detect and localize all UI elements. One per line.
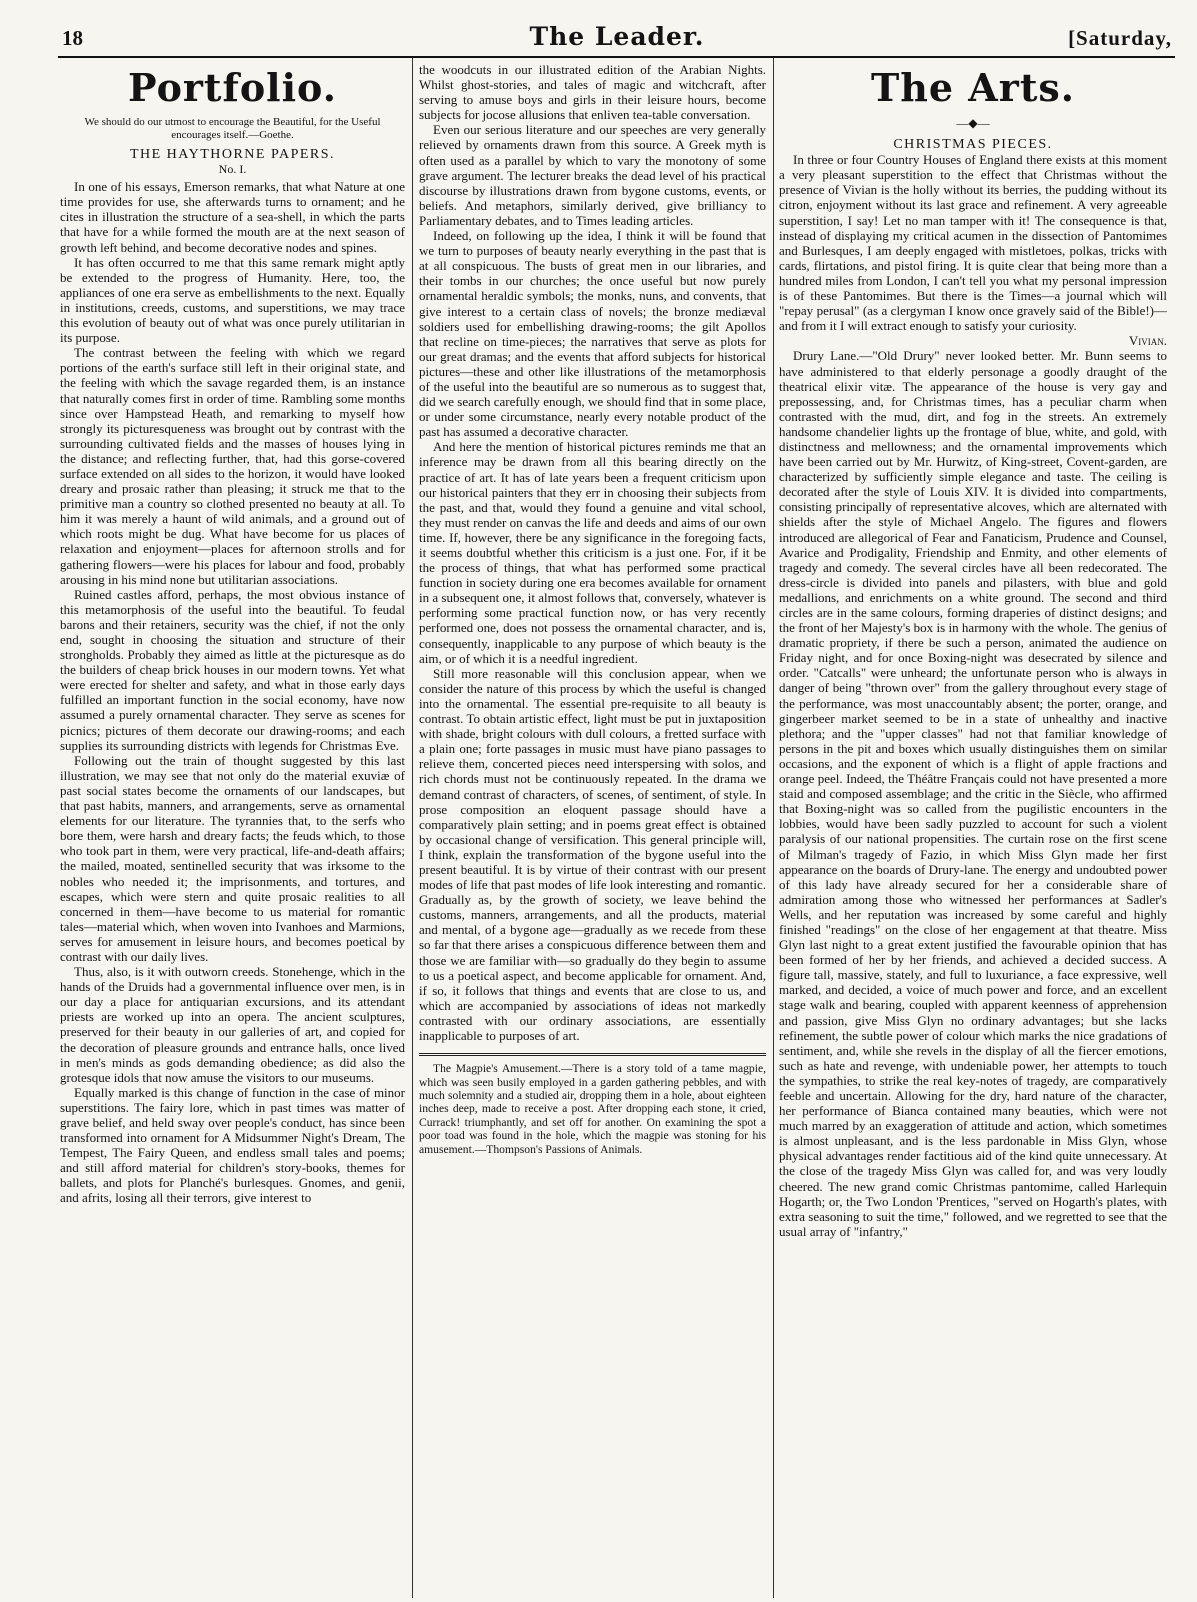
paragraph: In one of his essays, Emerson remarks, that what Nature at one time provides for use, she afterwards turns to ornament; and he cites in illustration the structure of a sea-shell, in which the parts that have for a while formed the mouth are at the next season of growth left behind, and become decorative nodes and spines. (60, 179, 405, 255)
page-header (62, 22, 1172, 52)
column-divider (773, 58, 774, 1598)
portfolio-heading: Portfolio. (128, 65, 337, 110)
paragraph: Following out the train of thought suggested by this last illustration, we may see that not only do the material exuviæ of past social states become the ornaments of our landscapes, but that past habits, manners, and arrangements, serve as ornamental elements for our literature. The tyrannies that, to the serfs who bore them, were harsh and dreary facts; the feuds which, to those who took part in them, were very practical, life-and-death affairs; the mailed, moated, sentinelled security that was irksome to the nobles who needed it; the imprisonments, and tortures, and escapes, which were stern and quite prosaic realities to all concerned in them—have become to us material for romantic tales—material which, when woven into Ivanhoes and Marmions, serves for amusement in leisure hours, and becomes poetical by contrast with our daily lives. (60, 752, 405, 964)
column-right (779, 62, 1167, 1597)
paragraph: Indeed, on following up the idea, I think it will be found that we turn to purposes of beauty nearly everything in the past that is at all conspicuous. The busts of great men in our libraries, and their tombs in our churches; the once useful but now purely ornamental heraldic symbols; the monks, nuns, and convents, that give interest to a certain class of novels; the bronze mediæval soldiers used for embellishing drawing-rooms; the gilt Apollos that recline on time-pieces; the narratives that serve as plots for our great dramas; and the events that afford subjects for historical pictures—these and other like illustrations of the metamorphosis of the useful into the beautiful are so numerous as to suggest that, did we search carefully enough, we should find that in some place, or under some circumstance, nearly every notable product of the past has assumed a decorative character. (419, 228, 766, 440)
section-rule (419, 1053, 766, 1056)
paragraph: In three or four Country Houses of England there exists at this moment a very pleasant superstition to the effect that Christmas without the presence of Vivian is the holly without its berries, the pudding without its citron, enjoyment without its last grace and refinement. A very agreeable superstition, I say! Let no man tamper with it! The consequence is that, instead of displaying my critical acumen in the dissection of Pantomimes and Burlesques, I am deeply engaged with mistletoes, polkas, tricks with cards, flirtations, and pistol firing. It is quite clear that being more than a hundred miles from London, I can't tell you what my personal impression is of these Pantomimes. But there is the Times—a journal which will "repay perusal" (as a clergyman I know once gravely said of the Bible!)—and from it I will extract enough to satisfy your curiosity. (779, 152, 1167, 334)
issue-day: [Saturday, (1068, 26, 1172, 50)
paragraph: the woodcuts in our illustrated edition of the Arabian Nights. Whilst ghost-stories, and tales of magic and witchcraft, after serving to amuse boys and girls in their leisure hours, become subjects for jocose allusions that enliven tea-table conversation. (419, 62, 766, 123)
article-title: CHRISTMAS PIECES. (893, 137, 1053, 153)
header-rule (58, 56, 1175, 58)
paragraph: The contrast between the feeling with which we regard portions of the earth's surface still left in their original state, and the feeling with which the savage regarded them, is an instance that naturally comes first in order of time. Rambling some months since over Hampstead Heath, and remarking to myself how strongly its picturesqueness was brought out by contrast with the surrounding cultivated fields and the masses of houses lying in the distance; and reflecting further, that, had this gorse-covered surface extended on all sides to the horizon, it would have looked dreary and prosaic rather than pleasing; it struck me that to the primitive man a country so clothed presented no beauty at all. To him it was merely a haunt of wild animals, and a ground out of which roots might be dug. What have become for us places of relaxation and enjoyment—places for afternoon strolls and for gathering flowers—were his places for labour and food, probably arousing in his mind none but utilitarian associations. (60, 345, 405, 587)
paragraph: It has often occurred to me that this same remark might aptly be extended to the progress of Humanity. Here, too, the appliances of one era serve as embellishments to the next. Equally in institutions, creeds, customs, and superstitions, we may trace this evolution of beauty out of what was once purely utilitarian in its purpose. (60, 254, 405, 346)
paragraph: Equally marked is this change of function in the case of minor superstitions. The fairy lore, which in past times was matter of grave belief, and held sway over people's conduct, has since been transformed into ornament for A Midsummer Night's Dream, The Tempest, The Fairy Queen, and endless small tales and poems; and still afford material for children's story-books, themes for ballets, and plots for Planché's burlesques. Gnomes, and genii, and afrits, losing all their terrors, give interest to (60, 1084, 405, 1206)
article-number: No. I. (218, 162, 247, 177)
paragraph: Drury Lane.—"Old Drury" never looked better. Mr. Bunn seems to have administered to that elderly personage a goodly draught of the theatrical elixir vitæ. The appearance of the house is very gay and prepossessing, and, for Christmas times, has a peculiar charm when contrasted with the mud, dirt, and fog in the streets. An extremely handsome chandelier lights up the frontage of blue, white, and gold, with distinctness and mellowness; and the ornamental improvements which have been carried out by Mr. Hurwitz, of King-street, Covent-garden, are characterized by sufficiently simple elegance and taste. The ceiling is decorated after the style of Louis XIV. It is divided into compartments, consisting principally of representative alcoves, which are alternated with shields after the style of Michael Angelo. The figures and flowers introduced are allegorical of Fear and Fanaticism, Prudence and Counsel, Avarice and Prodigality, Friendship and Enmity, and other elements of tragedy and comedy. The several circles have all been redecorated. The dress-circle is divided into panels and pilasters, with blue and gold medallions, and enrichments on a white ground. The second and third circles are in the same colours, forming draperies of distinct designs; and the front of her Majesty's box is in harmony with the whole. The genius of dramatic propriety, if there be such a person, animated the audience on Friday night, and for once Boxing-night was desecrated by silence and order. "Catcalls" were unheard; the unfortunate person who is always in danger of being "thrown over" from the gallery throughout every stage of the performance, was most unaccountably absent; the porter, orange, and gingerbeer market seemed to be in a state of unhealthy and inactive plethora; and the "upper classes" had not that familiar knowledge of persons in the pit and boxes which usually distinguishes them on similar occasions, and the exponent of which is a flight of apple fractions and orange peel. Indeed, the Théâtre Français could not have presented a more staid and composed assemblage; and the critic in the Siècle, who affirmed that Boxing-night was so called from the pugilistic encounters in the lobbies, would have been sadly puzzled to account for such a violent paralysis of our national propensities. The curtain rose on the first scene of Milman's tragedy of Fazio, in which Miss Glyn made her first appearance on the boards of Drury-lane. The energy and undoubted power of this lady have already secured for her a considerable share of admiration among those who witnessed her performances at Sadler's Wells, and her reputation was increased by some careful and highly finished "readings" on the close of her engagement at that theatre. Miss Glyn last night to a great extent justified the favourable opinion that has been formed of her by her friends, and achieved a decided success. A figure tall, massive, stately, and full to luxuriance, a face expressive, well marked, and decided, a voice of much power and force, and an excellent stage walk and bearing, coupled with apparent keenness of apprehension and passion, give Miss Glyn no ordinary advantages; but she lacks refinement, the subtle power of colour which marks the nice gradations of sentiment, and, while she revels in the display of all the fiercer emotions, such as hate and revenge, with undeniable power, her attempts to touch the sympathies, to strike the real key-notes of tragedy, are comparatively feeble and uncertain. Allowing for the dry, hard nature of the character, her performance of Bianca contained many beauties, which were not much marred by an exaggeration of attitude and action, which sometimes is almost unpleasant, and is the less pardonable in Miss Glyn, whose physical advantages render factitious aid of the kind quite unnecessary. At the close of the tragedy Miss Glyn was called for, and was very loudly cheered. The new grand comic Christmas pantomime, called Harlequin Hogarth; or, the Two London 'Prentices, "served on Hogarth's plates, with extra seasoning to suit the time," followed, and we regretted to see that the usual array of "infantry," (779, 348, 1167, 1239)
column-middle (419, 62, 766, 1597)
masthead: The Leader. (529, 22, 705, 51)
arts-heading: The Arts. (871, 65, 1075, 110)
column-divider (412, 58, 413, 1598)
magpie-note: The Magpie's Amusement.—There is a story told of a tame magpie, which was seen busily employed in a garden gathering pebbles, and with much solemnity and a studied air, dropping them in a hole, about eighteen inches deep, made to receive a post. After dropping each stone, it cried, Currack! triumphantly, and set off for another. On examining the spot a poor toad was found in the hole, which the magpie was stoning for his amusement.—Thompson's Passions of Animals. (419, 1062, 766, 1156)
paragraph: Still more reasonable will this conclusion appear, when we consider the nature of this process by which the useful is changed into the ornamental. The essential pre-requisite to all beauty is contrast. To obtain artistic effect, light must be put in juxtaposition with shade, bright colours with dull colours, a fretted surface with a plain one; forte passages in music must have piano passages to relieve them, concerted pieces need interspersing with solos, and rich chords must not be continuously repeated. In the drama we demand contrast of characters, of scenes, of sentiment, of style. In prose composition an eloquent passage should have a comparatively plain setting; and in poems great effect is obtained by occasional change of versification. This general principle will, I think, explain the transformation of the bygone useful into the present beautiful. It is by virtue of their contrast with our present modes of life that past modes of life look interesting and romantic. Gradually as, by the growth of society, we leave behind the customs, manners, arrangements, and all the products, material and mental, of a bygone age—gradually as we recede from these so far that there arises a conspicuous difference between them and those we are familiar with—so gradually do they begin to assume to us a poetical aspect, and become applicable for ornament. And, if so, it follows that things and events that are close to us, and which are accompanied by associations of ideas not markedly contrasted with our ordinary associations, are essentially inapplicable to purposes of art. (419, 665, 766, 1043)
column-left (60, 62, 405, 1597)
ornament-divider: —◆— (956, 116, 990, 130)
paragraph: Even our serious literature and our speeches are very generally relieved by ornaments drawn from this source. A Greek myth is often used as a parallel by which to vary the monotony of some grave argument. The lecturer breaks the dead level of his practical discourse by illustrations drawn from bygone customs, events, or beliefs. And metaphors, similarly derived, give brilliancy to Parliamentary debates, and to Times leading articles. (419, 122, 766, 228)
paragraph: Ruined castles afford, perhaps, the most obvious instance of this metamorphosis of the useful into the beautiful. To feudal barons and their retainers, security was the chief, if not the only end, sought in choosing the situation and structure of their strongholds. Probably they aimed as little at the picturesque as do the builders of cheap brick houses in our modern towns. Yet what were erected for shelter and safety, and what in those early days fulfilled an important function in the social economy, have now assumed a purely ornamental character. They serve as scenes for picnics; pictures of them decorate our drawing-rooms; and each supplies its surrounding districts with legends for Christmas Eve. (60, 586, 405, 753)
portfolio-motto: We should do our utmost to encourage the Beautiful, for the Useful encourages itself.—Goethe. (84, 116, 381, 141)
signature: Vivian. (1128, 333, 1167, 349)
page-number: 18 (62, 26, 83, 50)
paragraph: And here the mention of historical pictures reminds me that an inference may be drawn from all this bearing directly on the practice of art. It has of late years been a frequent criticism upon our historical painters that they err in choosing their subjects from the past, and that, would they found a genuine and vital school, they must render on canvas the life and deeds and aims of our own time. If, however, there be any significance in the foregoing facts, it seems doubtful whether this criticism is a just one. For, if it be the process of things, that what has performed some practical function in society during one era becomes available for ornament in a subsequent one, it almost follows that, conversely, whatever is performing some practical function now, or has very recently performed one, does not possess the ornamental character, and is, consequently, inapplicable to any purpose of which beauty is the aim, or of which it is a needful ingredient. (419, 439, 766, 666)
paragraph: Thus, also, is it with outworn creeds. Stonehenge, which in the hands of the Druids had a governmental influence over men, is in our day a place for antiquarian excursions, and its attendant priests are worked up into an opera. The ancient sculptures, preserved for their beauty in our galleries of art, and copied for the decoration of pleasure grounds and entrance halls, once lived in men's minds as gods demanding obedience; as did also the grotesque idols that now amuse the visitors to our museums. (60, 964, 405, 1085)
article-title: THE HAYTHORNE PAPERS. (129, 147, 336, 162)
